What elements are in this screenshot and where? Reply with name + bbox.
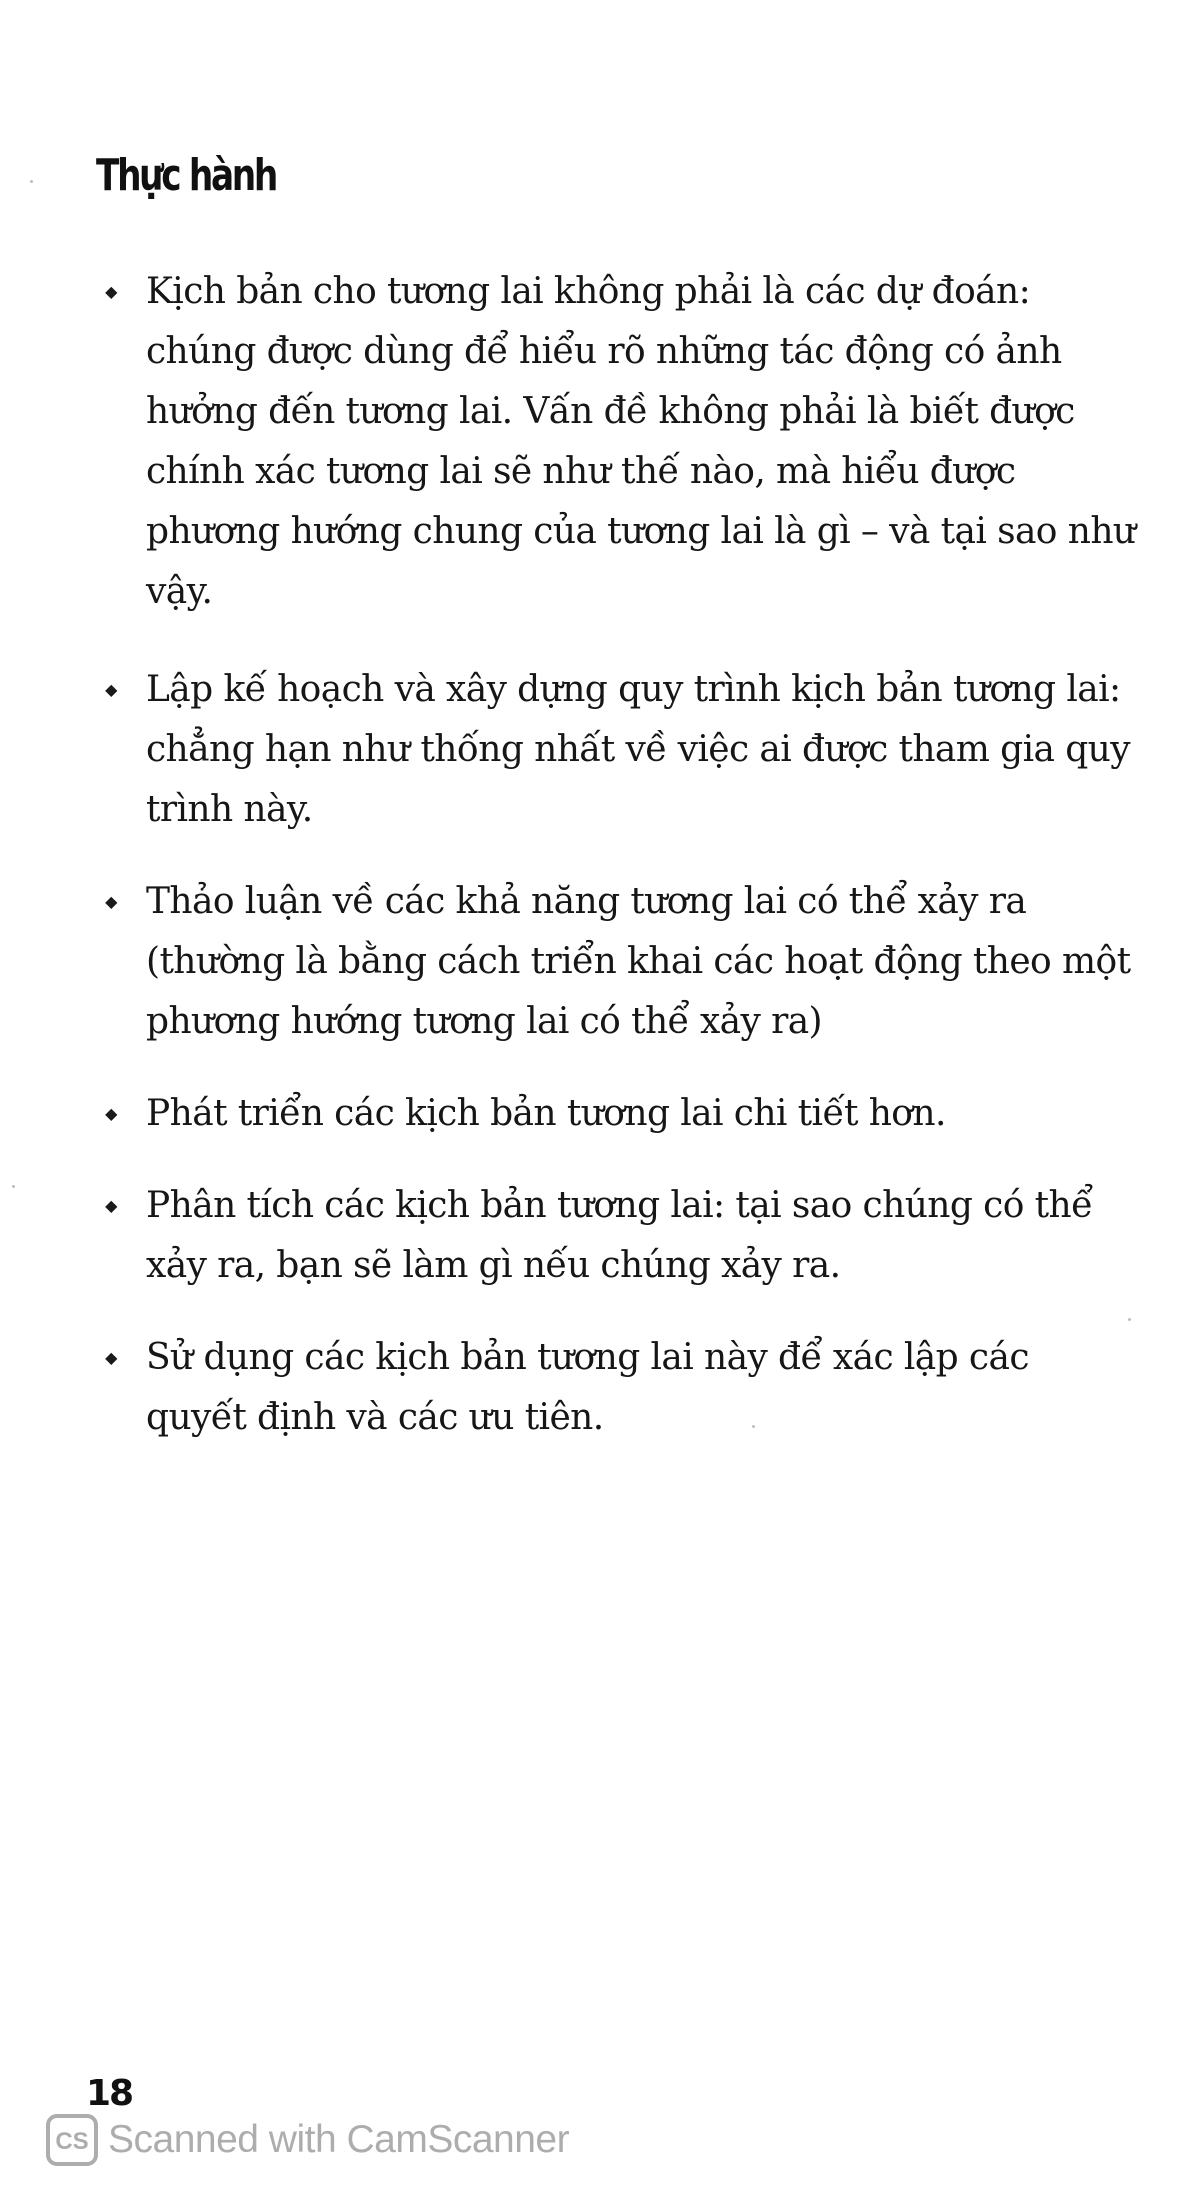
scan-speck (752, 1425, 755, 1428)
watermark-text: Scanned with CamScanner (108, 2118, 570, 2161)
scan-speck (1128, 1318, 1131, 1321)
list-item (96, 1084, 1136, 1144)
diamond-bullet-icon: ◆ (105, 1196, 117, 1215)
list-item-text: Kịch bản cho tương lai không phải là các dự đoán: chúng được dùng để hiểu rõ những tác động có ảnh hưởng đến tương lai. Vấn đề không phải là biết được chính xác tương lai sẽ như thế nào, mà hiểu được phương hướng chung của tương lai là gì – và tại sao như vậy. (146, 271, 1136, 612)
list-item (96, 1176, 1136, 1296)
page-number: 18 (86, 2073, 133, 2114)
list-item-text: Phân tích các kịch bản tương lai: tại sao chúng có thể xảy ra, bạn sẽ làm gì nếu chúng xảy ra. (146, 1185, 1093, 1286)
list-item (96, 660, 1136, 840)
list-item-text: Thảo luận về các khả năng tương lai có thể xảy ra (thường là bằng cách triển khai các hoạt động theo một phương hướng tương lai có thể xảy ra) (146, 881, 1131, 1042)
section-heading: Thực hành (96, 150, 276, 201)
list-item-text: Lập kế hoạch và xây dựng quy trình kịch bản tương lai: chẳng hạn như thống nhất về việc ai được tham gia quy trình này. (146, 669, 1131, 830)
diamond-bullet-icon: ◆ (105, 680, 117, 699)
bullet-list (96, 262, 1136, 1480)
diamond-bullet-icon: ◆ (105, 282, 117, 301)
list-item (96, 262, 1136, 622)
list-item (96, 1328, 1136, 1448)
diamond-bullet-icon: ◆ (105, 1348, 117, 1367)
scan-speck (30, 180, 33, 183)
list-item-text: Sử dụng các kịch bản tương lai này để xác lập các quyết định và các ưu tiên. (146, 1337, 1029, 1438)
list-item (96, 872, 1136, 1052)
diamond-bullet-icon: ◆ (105, 1104, 117, 1123)
diamond-bullet-icon: ◆ (105, 892, 117, 911)
camscanner-watermark (46, 2110, 569, 2170)
scan-speck (12, 1185, 15, 1188)
camscanner-logo-icon (46, 2114, 98, 2166)
camscanner-logo-text: CS (55, 2128, 89, 2155)
list-item-text: Phát triển các kịch bản tương lai chi tiết hơn. (146, 1093, 946, 1134)
